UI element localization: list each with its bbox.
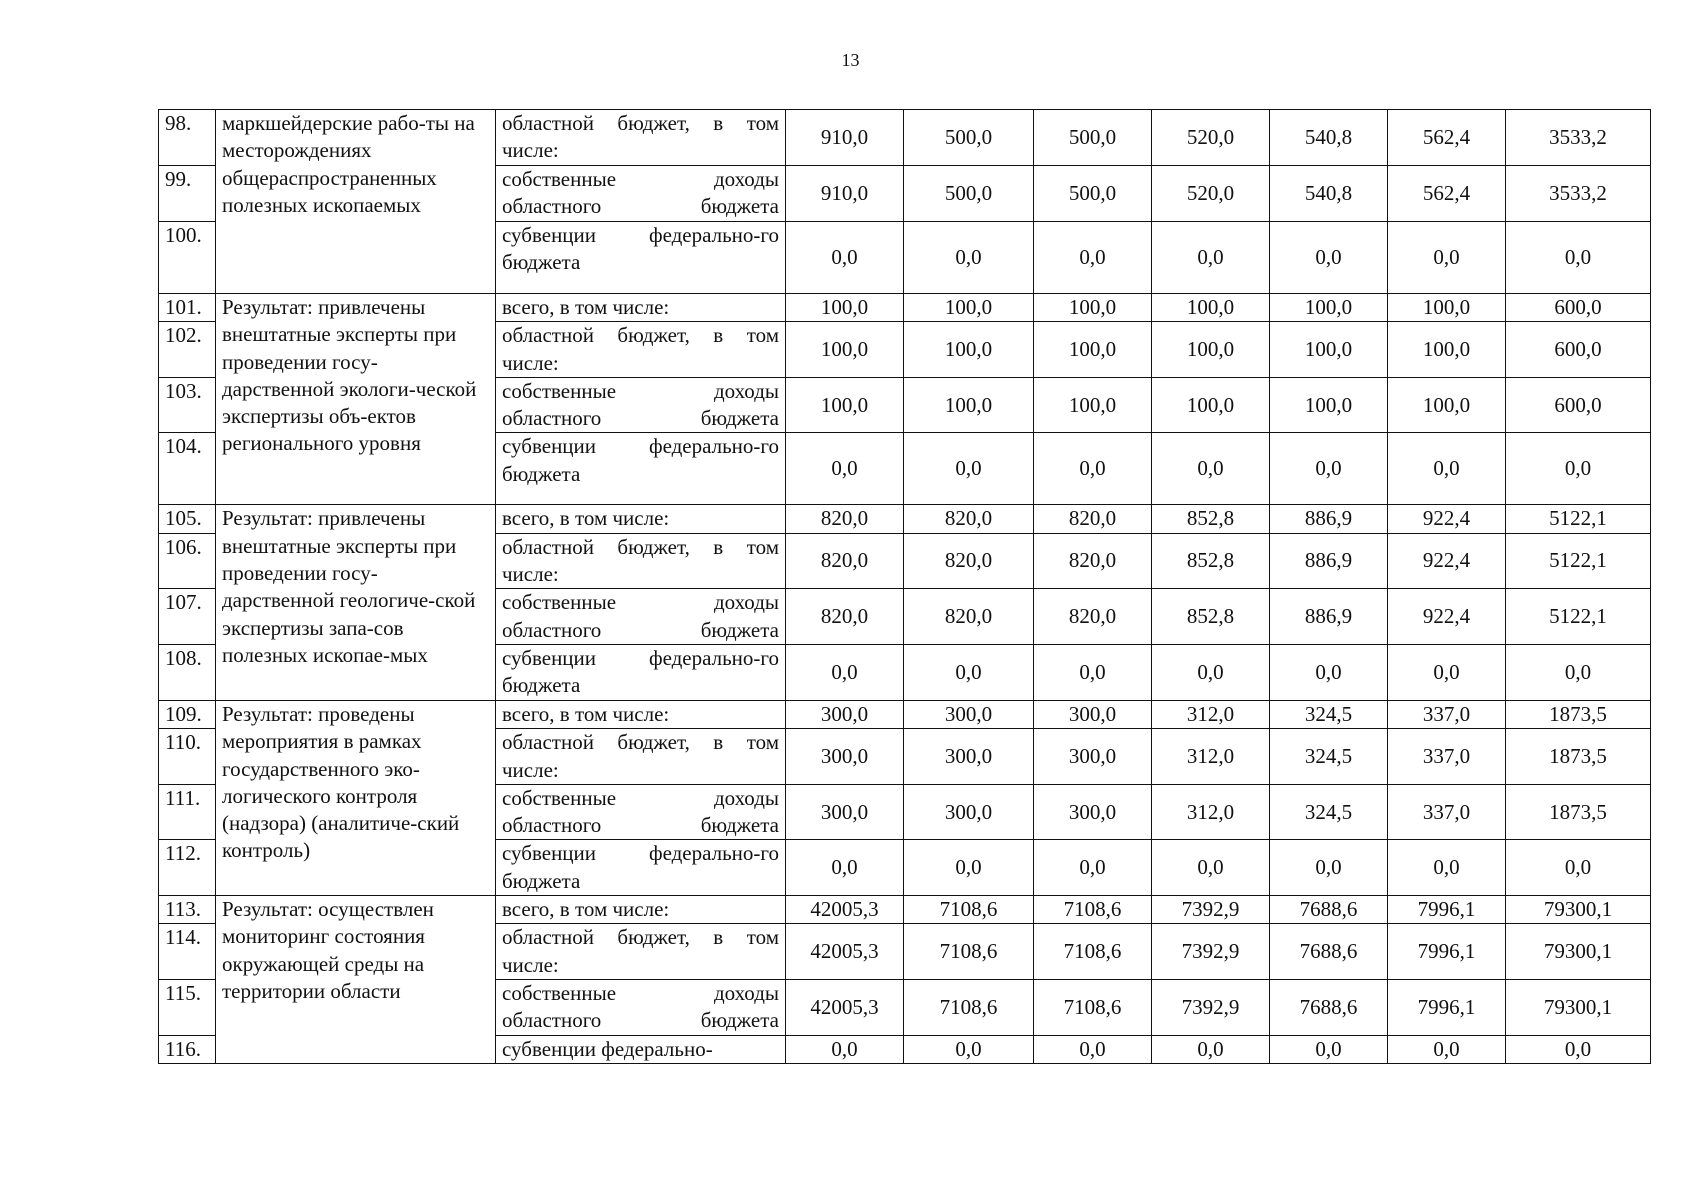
row-number: 109.	[159, 700, 216, 728]
year-value: 0,0	[1388, 433, 1506, 505]
year-value: 0,0	[1388, 644, 1506, 700]
page-number: 13	[841, 50, 860, 70]
activity-name: маркшейдерские рабо-ты на месторождениях общераспространенных полезных ископаемых	[216, 110, 496, 294]
total-value: 5122,1	[1506, 533, 1651, 589]
year-value: 100,0	[786, 294, 904, 322]
year-value: 0,0	[786, 222, 904, 294]
total-value: 600,0	[1506, 377, 1651, 433]
row-number: 112.	[159, 840, 216, 896]
year-value: 7996,1	[1388, 979, 1506, 1035]
year-value: 0,0	[786, 1035, 904, 1063]
year-value: 0,0	[1270, 433, 1388, 505]
activity-name: Результат: привлечены внештатные эксперты при проведении госу-дарственной экологи-ческой экспертизы объ-ектов регионального уровня	[216, 294, 496, 505]
year-value: 7108,6	[1034, 979, 1152, 1035]
year-value: 300,0	[786, 784, 904, 840]
year-value: 7688,6	[1270, 896, 1388, 924]
year-value: 0,0	[1270, 1035, 1388, 1063]
year-value: 500,0	[1034, 166, 1152, 222]
row-number: 108.	[159, 644, 216, 700]
year-value: 820,0	[786, 505, 904, 533]
year-value: 852,8	[1152, 533, 1270, 589]
funding-source: собственные доходы областного бюджета	[496, 589, 786, 645]
row-number: 100.	[159, 222, 216, 294]
year-value: 820,0	[1034, 533, 1152, 589]
year-value: 0,0	[904, 644, 1034, 700]
row-number: 114.	[159, 924, 216, 980]
row-number: 111.	[159, 784, 216, 840]
year-value: 0,0	[1034, 222, 1152, 294]
total-value: 79300,1	[1506, 896, 1651, 924]
year-value: 300,0	[1034, 784, 1152, 840]
year-value: 0,0	[1152, 433, 1270, 505]
table-row	[159, 896, 1651, 924]
year-value: 312,0	[1152, 700, 1270, 728]
year-value: 300,0	[1034, 700, 1152, 728]
year-value: 7392,9	[1152, 896, 1270, 924]
year-value: 7108,6	[904, 924, 1034, 980]
year-value: 0,0	[786, 840, 904, 896]
year-value: 500,0	[904, 110, 1034, 166]
year-value: 300,0	[904, 729, 1034, 785]
row-number: 106.	[159, 533, 216, 589]
year-value: 300,0	[904, 700, 1034, 728]
year-value: 500,0	[904, 166, 1034, 222]
year-value: 100,0	[1388, 322, 1506, 378]
year-value: 7108,6	[904, 896, 1034, 924]
total-value: 79300,1	[1506, 924, 1651, 980]
row-number: 103.	[159, 377, 216, 433]
year-value: 7688,6	[1270, 979, 1388, 1035]
year-value: 0,0	[1152, 1035, 1270, 1063]
year-value: 0,0	[904, 840, 1034, 896]
year-value: 0,0	[1388, 840, 1506, 896]
year-value: 0,0	[1034, 1035, 1152, 1063]
year-value: 324,5	[1270, 784, 1388, 840]
year-value: 100,0	[1270, 377, 1388, 433]
year-value: 0,0	[904, 433, 1034, 505]
funding-source: собственные доходы областного бюджета	[496, 979, 786, 1035]
year-value: 100,0	[786, 377, 904, 433]
funding-source: областной бюджет, в том числе:	[496, 110, 786, 166]
row-number: 110.	[159, 729, 216, 785]
year-value: 922,4	[1388, 505, 1506, 533]
total-value: 1873,5	[1506, 700, 1651, 728]
table-row	[159, 294, 1651, 322]
year-value: 0,0	[1034, 433, 1152, 505]
year-value: 0,0	[1270, 840, 1388, 896]
year-value: 820,0	[1034, 505, 1152, 533]
year-value: 100,0	[1152, 322, 1270, 378]
year-value: 300,0	[1034, 729, 1152, 785]
funding-source: всего, в том числе:	[496, 505, 786, 533]
year-value: 100,0	[1034, 322, 1152, 378]
year-value: 0,0	[1034, 840, 1152, 896]
year-value: 910,0	[786, 166, 904, 222]
funding-source: областной бюджет, в том числе:	[496, 322, 786, 378]
funding-source: всего, в том числе:	[496, 700, 786, 728]
activity-name: Результат: привлечены внештатные эксперты при проведении госу-дарственной геологиче-ской экспертизы запа-сов полезных ископае-мых	[216, 505, 496, 700]
row-number: 107.	[159, 589, 216, 645]
year-value: 0,0	[1152, 222, 1270, 294]
year-value: 100,0	[1034, 377, 1152, 433]
year-value: 0,0	[904, 1035, 1034, 1063]
total-value: 600,0	[1506, 294, 1651, 322]
budget-table	[158, 109, 1651, 1064]
year-value: 100,0	[1270, 322, 1388, 378]
year-value: 500,0	[1034, 110, 1152, 166]
year-value: 820,0	[904, 533, 1034, 589]
year-value: 7688,6	[1270, 924, 1388, 980]
total-value: 5122,1	[1506, 505, 1651, 533]
total-value: 79300,1	[1506, 979, 1651, 1035]
year-value: 312,0	[1152, 784, 1270, 840]
year-value: 337,0	[1388, 784, 1506, 840]
row-number: 101.	[159, 294, 216, 322]
year-value: 300,0	[786, 700, 904, 728]
year-value: 300,0	[904, 784, 1034, 840]
year-value: 922,4	[1388, 589, 1506, 645]
total-value: 0,0	[1506, 840, 1651, 896]
total-value: 0,0	[1506, 222, 1651, 294]
year-value: 7392,9	[1152, 924, 1270, 980]
table-row	[159, 700, 1651, 728]
total-value: 3533,2	[1506, 166, 1651, 222]
funding-source: областной бюджет, в том числе:	[496, 533, 786, 589]
total-value: 0,0	[1506, 433, 1651, 505]
year-value: 42005,3	[786, 924, 904, 980]
year-value: 100,0	[904, 294, 1034, 322]
total-value: 0,0	[1506, 644, 1651, 700]
year-value: 520,0	[1152, 110, 1270, 166]
total-value: 1873,5	[1506, 729, 1651, 785]
row-number: 105.	[159, 505, 216, 533]
funding-source: областной бюджет, в том числе:	[496, 924, 786, 980]
year-value: 0,0	[1034, 644, 1152, 700]
year-value: 42005,3	[786, 896, 904, 924]
year-value: 7108,6	[1034, 896, 1152, 924]
funding-source: областной бюджет, в том числе:	[496, 729, 786, 785]
year-value: 7996,1	[1388, 924, 1506, 980]
year-value: 0,0	[904, 222, 1034, 294]
year-value: 0,0	[1270, 644, 1388, 700]
year-value: 7108,6	[904, 979, 1034, 1035]
year-value: 312,0	[1152, 729, 1270, 785]
year-value: 7996,1	[1388, 896, 1506, 924]
total-value: 3533,2	[1506, 110, 1651, 166]
table-row	[159, 505, 1651, 533]
year-value: 0,0	[1388, 1035, 1506, 1063]
activity-name: Результат: осуществлен мониторинг состояния окружающей среды на территории области	[216, 896, 496, 1064]
year-value: 852,8	[1152, 589, 1270, 645]
year-value: 7392,9	[1152, 979, 1270, 1035]
year-value: 820,0	[904, 505, 1034, 533]
funding-source: собственные доходы областного бюджета	[496, 784, 786, 840]
year-value: 886,9	[1270, 589, 1388, 645]
year-value: 100,0	[1152, 377, 1270, 433]
year-value: 886,9	[1270, 505, 1388, 533]
row-number: 116.	[159, 1035, 216, 1063]
total-value: 600,0	[1506, 322, 1651, 378]
year-value: 922,4	[1388, 533, 1506, 589]
year-value: 0,0	[1152, 644, 1270, 700]
year-value: 910,0	[786, 110, 904, 166]
year-value: 540,8	[1270, 166, 1388, 222]
year-value: 0,0	[786, 644, 904, 700]
funding-source: всего, в том числе:	[496, 896, 786, 924]
row-number: 113.	[159, 896, 216, 924]
year-value: 0,0	[1152, 840, 1270, 896]
year-value: 852,8	[1152, 505, 1270, 533]
activity-name: Результат: проведены мероприятия в рамках государственного эко-логического контроля (надзора) (аналитиче-ский контроль)	[216, 700, 496, 895]
row-number: 98.	[159, 110, 216, 166]
year-value: 100,0	[1388, 294, 1506, 322]
total-value: 5122,1	[1506, 589, 1651, 645]
row-number: 99.	[159, 166, 216, 222]
year-value: 540,8	[1270, 110, 1388, 166]
funding-source: всего, в том числе:	[496, 294, 786, 322]
year-value: 0,0	[1270, 222, 1388, 294]
year-value: 100,0	[904, 322, 1034, 378]
year-value: 820,0	[786, 589, 904, 645]
year-value: 337,0	[1388, 700, 1506, 728]
row-number: 115.	[159, 979, 216, 1035]
year-value: 7108,6	[1034, 924, 1152, 980]
year-value: 562,4	[1388, 166, 1506, 222]
year-value: 324,5	[1270, 729, 1388, 785]
year-value: 100,0	[1152, 294, 1270, 322]
row-number: 104.	[159, 433, 216, 505]
year-value: 820,0	[904, 589, 1034, 645]
funding-source: субвенции федерально-го бюджета	[496, 840, 786, 896]
total-value: 0,0	[1506, 1035, 1651, 1063]
year-value: 100,0	[786, 322, 904, 378]
funding-source: собственные доходы областного бюджета	[496, 166, 786, 222]
year-value: 886,9	[1270, 533, 1388, 589]
year-value: 820,0	[786, 533, 904, 589]
year-value: 337,0	[1388, 729, 1506, 785]
funding-source: субвенции федерально-	[496, 1035, 786, 1063]
total-value: 1873,5	[1506, 784, 1651, 840]
year-value: 520,0	[1152, 166, 1270, 222]
funding-source: собственные доходы областного бюджета	[496, 377, 786, 433]
year-value: 0,0	[1388, 222, 1506, 294]
funding-source: субвенции федерально-го бюджета	[496, 433, 786, 505]
year-value: 820,0	[1034, 589, 1152, 645]
year-value: 100,0	[1388, 377, 1506, 433]
row-number: 102.	[159, 322, 216, 378]
year-value: 0,0	[786, 433, 904, 505]
year-value: 100,0	[904, 377, 1034, 433]
table-row	[159, 110, 1651, 166]
year-value: 324,5	[1270, 700, 1388, 728]
year-value: 300,0	[786, 729, 904, 785]
year-value: 42005,3	[786, 979, 904, 1035]
year-value: 100,0	[1270, 294, 1388, 322]
year-value: 562,4	[1388, 110, 1506, 166]
funding-source: субвенции федерально-го бюджета	[496, 644, 786, 700]
funding-source: субвенции федерально-го бюджета	[496, 222, 786, 294]
year-value: 100,0	[1034, 294, 1152, 322]
